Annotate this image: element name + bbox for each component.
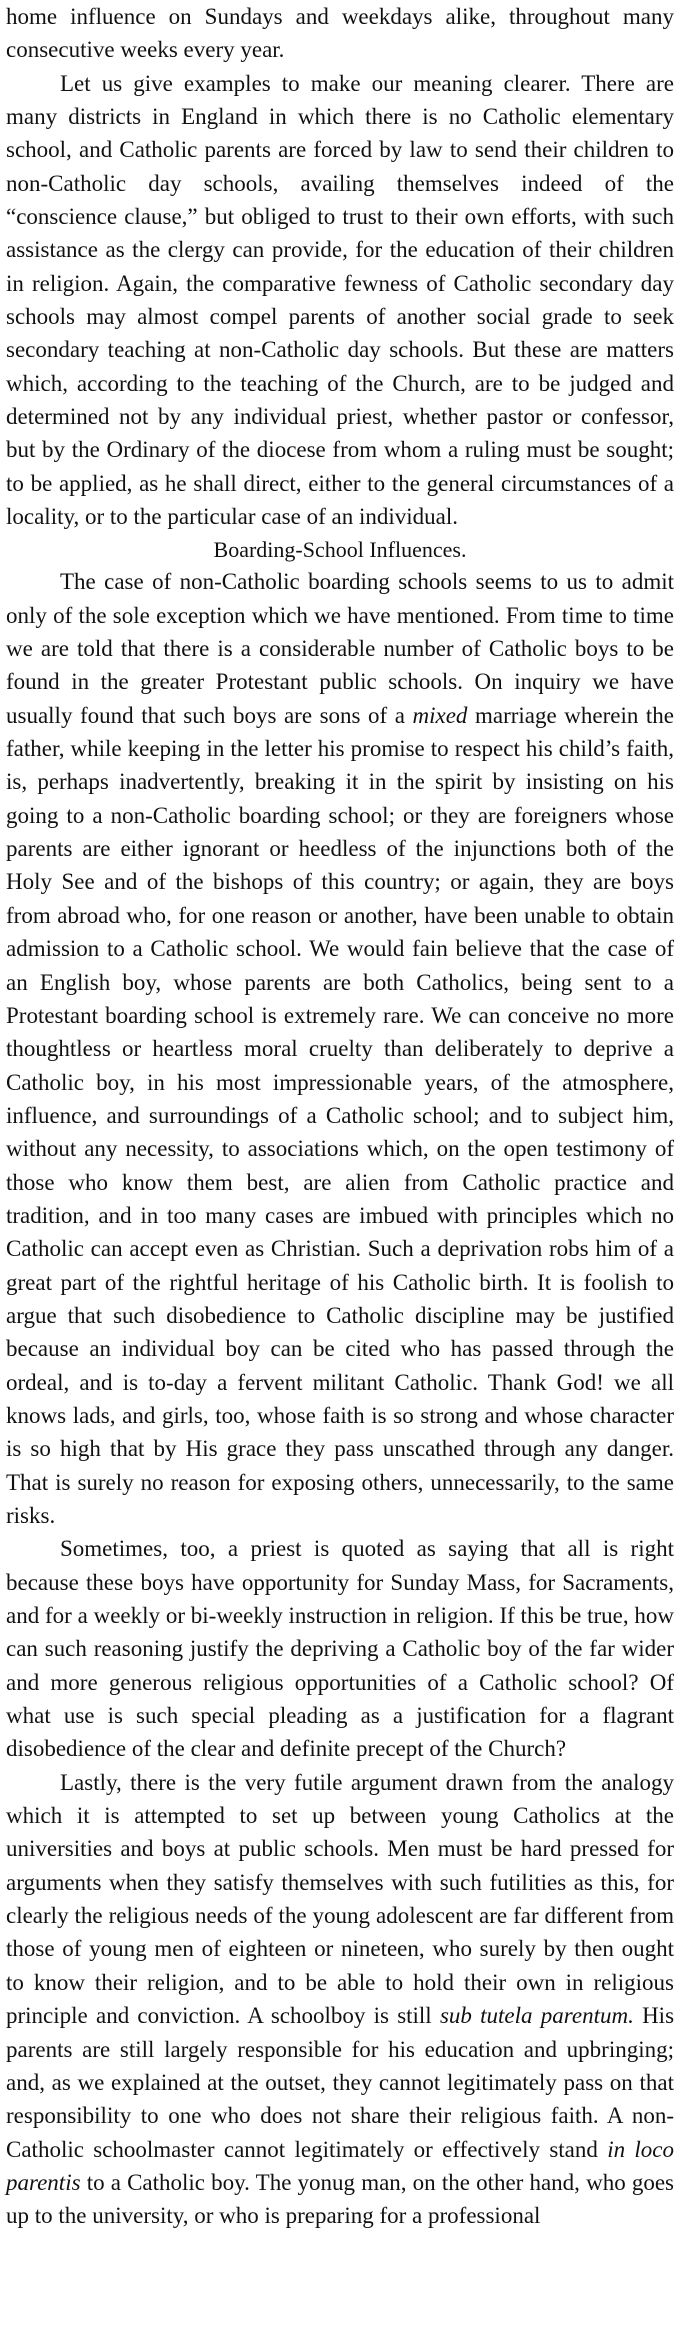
body-paragraph — [6, 1532, 674, 1765]
body-paragraph — [6, 67, 674, 534]
section-heading: Boarding-School Influences. — [213, 536, 467, 562]
body-paragraph — [6, 1766, 674, 2233]
paragraph-text: His parents are still largely responsible for his education and upbringing; and, as we explained at the outset, they cannot legitimately pass on that responsibility to one who does not share their religious faith. A non-Catholic schoolmaster cannot legitimately or effectively stand — [6, 2003, 675, 2162]
paragraph-text: home influence on Sundays and weekdays alike, throughout many consecutive weeks every year. — [6, 4, 674, 63]
article-body — [6, 0, 674, 2233]
italic-phrase: sub tutela parentum. — [439, 2003, 634, 2029]
body-paragraph — [6, 565, 674, 1532]
paragraph-text: Lastly, there is the very futile argument drawn from the analogy which it is attempted to set up between young Catholics at the universities and boys at public schools. Men must be hard pressed for arguments when they satisfy themselves with such futilities as this, for clearly the religious needs of the young adolescent are far different from those of young men of eighteen or nineteen, who surely by then ought to know their religion, and to be able to hold their own in religious principle and conviction. A schoolboy is still — [6, 1769, 674, 2029]
paragraph-text: Let us give examples to make our meaning clearer. There are many districts in England in which there is no Catholic elementary school, and Catholic parents are forced by law to send their children to non-Catholic day schools, availing themselves indeed of the “conscience clause,” but obliged to trust to their own efforts, with such assistance as the clergy can provide, for the education of their children in religion. Again, the comparative fewness of Catholic secondary day schools may almost compel parents of another social grade to seek secondary teaching at non-Catholic day schools. But these are matters which, according to the teaching of the Church, are to be judged and determined not by any individual priest, whether pastor or confessor, but by the Ordinary of the diocese from whom a ruling must be sought; to be applied, as he shall direct, either to the general circumstances of a locality, or to the particular case of an individual. — [6, 70, 674, 530]
paragraph-text: Sometimes, too, a priest is quoted as saying that all is right because these boys have opportunity for Sunday Mass, for Sacraments, and for a weekly or bi-weekly instruction in religion. If this be true, how can such reasoning justify the depriving a Catholic boy of the far wider and more generous religious opportunities of a Catholic school? Of what use is such special pleading as a justification for a flagrant disobedience of the clear and definite precept of the Church? — [6, 1536, 674, 1762]
italic-phrase: in loco parentis — [6, 2136, 674, 2195]
body-paragraph — [6, 0, 674, 67]
paragraph-text: The case of non-Catholic boarding schools seems to us to admit only of the sole exception which we have mentioned. From time to time we are told that there is a considerable number of Catholic boys to be found in the greater Protestant public schools. On inquiry we have usually found that such boys are sons of a — [6, 569, 674, 728]
paragraph-text: to a Catholic boy. The yonug man, on the other hand, who goes up to the university, or who is preparing for a professional — [6, 2169, 674, 2229]
paragraph-text: marriage wherein the father, while keeping in the letter his promise to respect his child’s faith, is, perhaps inadvertently, breaking it in the spirit by insisting on his going to a non-Catholic boarding school; or they are foreigners whose parents are either ignorant or heedless of the injunctions both of the Holy See and of the bishops of this country; or again, they are boys from abroad who, for one reason or another, have been unable to obtain admission to a Catholic school. We would fain believe that the case of an English boy, whose parents are both Catholics, being sent to a Protestant boarding school is extremely rare. We can conceive no more thoughtless or heartless moral cruelty than deliberately to deprive a Catholic boy, in his most impressionable years, of the atmosphere, influence, and surroundings of a Catholic school; and to subject him, without any necessity, to associations which, on the open testimony of those who know them best, are alien from Catholic practice and tradition, and in too many cases are imbued with principles which no Catholic can accept even as Christian. Such a deprivation robs him of a great part of the rightful heritage of his Catholic birth. It is foolish to argue that such disobedience to Catholic discipline may be justified because an individual boy can be cited who has passed through the ordeal, and is to-day a fervent militant Catholic. Thank God! we all knows lads, and girls, too, whose faith is so strong and whose character is so high that by His grace they pass unscathed through any danger. That is surely no reason for exposing others, unnecessarily, to the same risks. — [6, 702, 674, 1529]
italic-phrase: mixed — [412, 702, 468, 728]
